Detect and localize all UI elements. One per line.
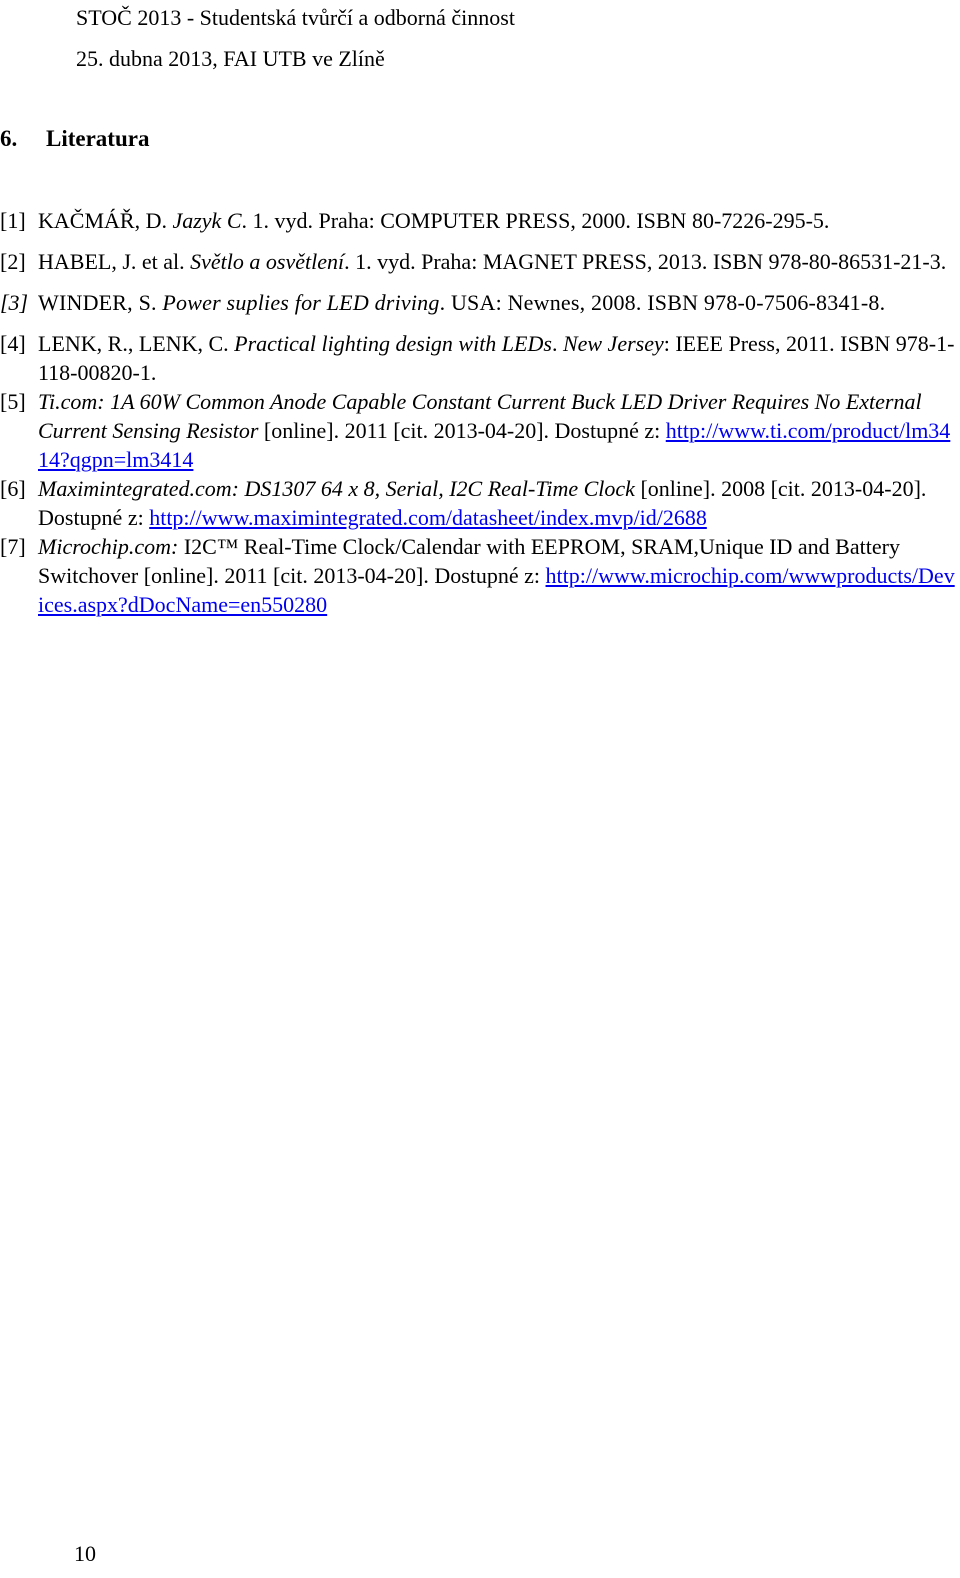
reference-number: [7]	[0, 534, 26, 559]
running-header-date: 25. dubna 2013, FAI UTB ve Zlíně	[76, 46, 385, 71]
reference-item-1	[0, 206, 958, 235]
section-title: Literatura	[46, 126, 150, 151]
reference-text: WINDER, S. Power suplies for LED driving. USA: Newnes, 2008. ISBN 978-0-7506-8341-8.	[38, 290, 886, 315]
reference-text: Ti.com: 1A 60W Common Anode Capable Constant Current Buck LED Driver Requires No External Current Sensing Resistor [online]. 2011 [cit. 2013-04-20]. Dostupné z: http://www.ti.com/product/lm3414?qgpn=lm3414	[38, 389, 951, 472]
reference-link[interactable]: http://www.microchip.com/wwwproducts/Devices.aspx?dDocName=en550280	[38, 563, 955, 617]
reference-number: [6]	[0, 476, 26, 501]
reference-number: [2]	[0, 249, 26, 274]
reference-place: New Jersey	[562, 331, 664, 356]
section-number: 6.	[0, 126, 18, 151]
reference-text: KAČMÁŘ, D. Jazyk C. 1. vyd. Praha: COMPUTER PRESS, 2000. ISBN 80-7226-295-5.	[38, 208, 830, 233]
reference-title: Světlo a osvětlení	[190, 249, 345, 274]
reference-title: Microchip.com:	[38, 534, 179, 559]
reference-text: LENK, R., LENK, C. Practical lighting design with LEDs. New Jersey: IEEE Press, 2011. ISBN 978-1-118-00820-1.	[38, 331, 955, 385]
reference-title: Maximintegrated.com: DS1307 64 x 8, Serial, I2C Real-Time Clock	[38, 476, 635, 501]
reference-item-2	[0, 247, 958, 276]
reference-item-6	[0, 474, 958, 532]
reference-number: [1]	[0, 208, 26, 233]
reference-list	[0, 206, 958, 619]
reference-item-7	[0, 532, 958, 619]
running-header-title: STOČ 2013 - Studentská tvůrčí a odborná činnost	[76, 5, 515, 30]
reference-item-4	[0, 329, 958, 387]
reference-item-3	[0, 288, 958, 317]
reference-text: HABEL, J. et al. Světlo a osvětlení. 1. vyd. Praha: MAGNET PRESS, 2013. ISBN 978-80-86531-21-3.	[38, 249, 947, 274]
reference-number: [4]	[0, 331, 26, 356]
reference-text: Maximintegrated.com: DS1307 64 x 8, Serial, I2C Real-Time Clock [online]. 2008 [cit. 2013-04-20]. Dostupné z: http://www.maximintegrated.com/datasheet/index.mvp/id/2688	[38, 476, 927, 530]
reference-link[interactable]: http://www.ti.com/product/lm3414?qgpn=lm3414	[38, 418, 951, 472]
reference-title: Power suplies for LED driving	[162, 290, 440, 315]
reference-title: Ti.com: 1A 60W Common Anode Capable Constant Current Buck LED Driver Requires No External Current Sensing Resistor	[38, 389, 922, 443]
reference-number: [3]	[0, 290, 29, 315]
reference-number: [5]	[0, 389, 26, 414]
reference-title: Jazyk C	[172, 208, 242, 233]
section-heading	[0, 124, 149, 154]
reference-link[interactable]: http://www.maximintegrated.com/datasheet/index.mvp/id/2688	[149, 505, 707, 530]
reference-text: Microchip.com: I2C™ Real-Time Clock/Calendar with EEPROM, SRAM,Unique ID and Battery Switchover [online]. 2011 [cit. 2013-04-20]. Dostupné z: http://www.microchip.com/wwwproducts/Devices.aspx?dDocName=en550280	[38, 534, 955, 617]
reference-item-5	[0, 387, 958, 474]
reference-title: Practical lighting design with LEDs	[234, 331, 552, 356]
page-number: 10	[74, 1541, 96, 1566]
